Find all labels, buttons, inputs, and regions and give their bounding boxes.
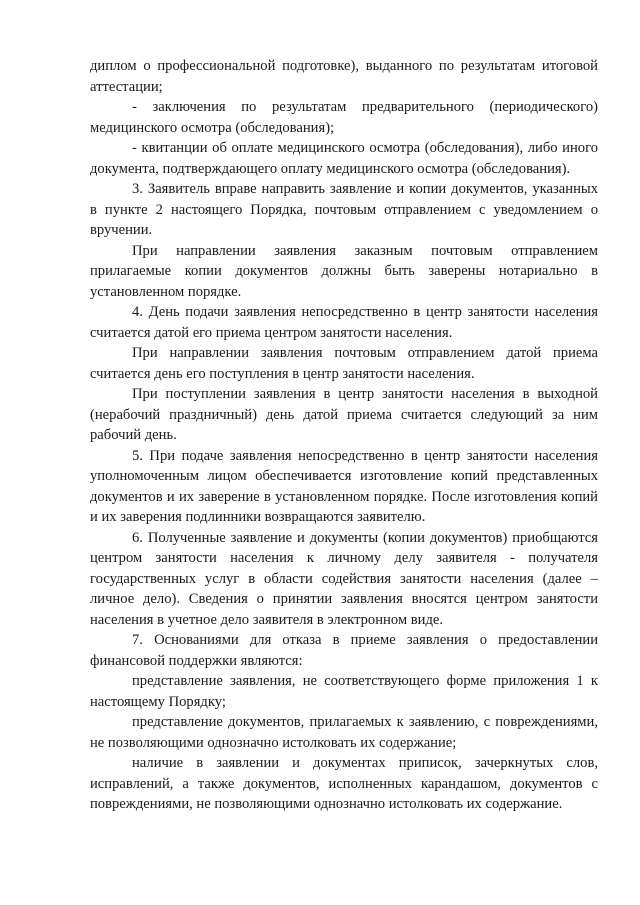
paragraph-item-7: 7. Основаниями для отказа в приеме заявления о предоставлении финансовой поддержки являются: — [90, 632, 598, 669]
refusal-ground-damaged-documents: представление документов, прилагаемых к заявлению, с повреждениями, не позволяющими однозначно истолковать их содержание; — [90, 714, 598, 751]
refusal-ground-form: представление заявления, не соответствующего форме приложения 1 к настоящему Порядку; — [90, 673, 598, 710]
paragraph-item-6: 6. Полученные заявление и документы (копии документов) приобщаются центром занятости населения к личному делу заявителя - получателя государственных услуг в области содействия занятости населения (далее – личное дело). Сведения о принятии заявления вносятся центром занятости населения в учетное дело заявителя в электронном виде. — [90, 529, 598, 628]
list-item-medical-conclusion: - заключения по результатам предварительного (периодического) медицинского осмотра (обследования); — [90, 99, 598, 136]
paragraph-item-5: 5. При подаче заявления непосредственно в центр занятости населения уполномоченным лицом обеспечивается изготовление копий представленных документов и их заверение в установленном порядке. После изготовления копий и их заверения подлинники возвращаются заявителю. — [90, 447, 598, 525]
refusal-ground-corrections: наличие в заявлении и документах приписок, зачеркнутых слов, исправлений, а также документов, исполненных карандашом, документов с повреждениями, не позволяющими однозначно истолковать их содержание. — [90, 755, 598, 812]
paragraph-continuation: диплом о профессиональной подготовке), выданного по результатам итоговой аттестации; — [90, 58, 598, 95]
paragraph-holiday-receipt: При поступлении заявления в центр занятости населения в выходной (нерабочий праздничный) день датой приема считается следующий за ним рабочий день. — [90, 386, 598, 443]
list-item-payment-receipt: - квитанции об оплате медицинского осмотра (обследования), либо иного документа, подтверждающего оплату медицинского осмотра (обследования). — [90, 140, 598, 177]
paragraph-item-3: 3. Заявитель вправе направить заявление и копии документов, указанных в пункте 2 настоящего Порядка, почтовым отправлением с уведомлением о вручении. — [90, 181, 598, 238]
paragraph-registered-mail: При направлении заявления заказным почтовым отправлением прилагаемые копии документов должны быть заверены нотариально в установленном порядке. — [90, 242, 598, 300]
paragraph-postal-receipt-date: При направлении заявления почтовым отправлением датой приема считается день его поступления в центр занятости населения. — [90, 345, 598, 382]
paragraph-item-4: 4. День подачи заявления непосредственно в центр занятости населения считается датой его приема центром занятости населения. — [90, 304, 598, 341]
document-body — [90, 56, 598, 815]
